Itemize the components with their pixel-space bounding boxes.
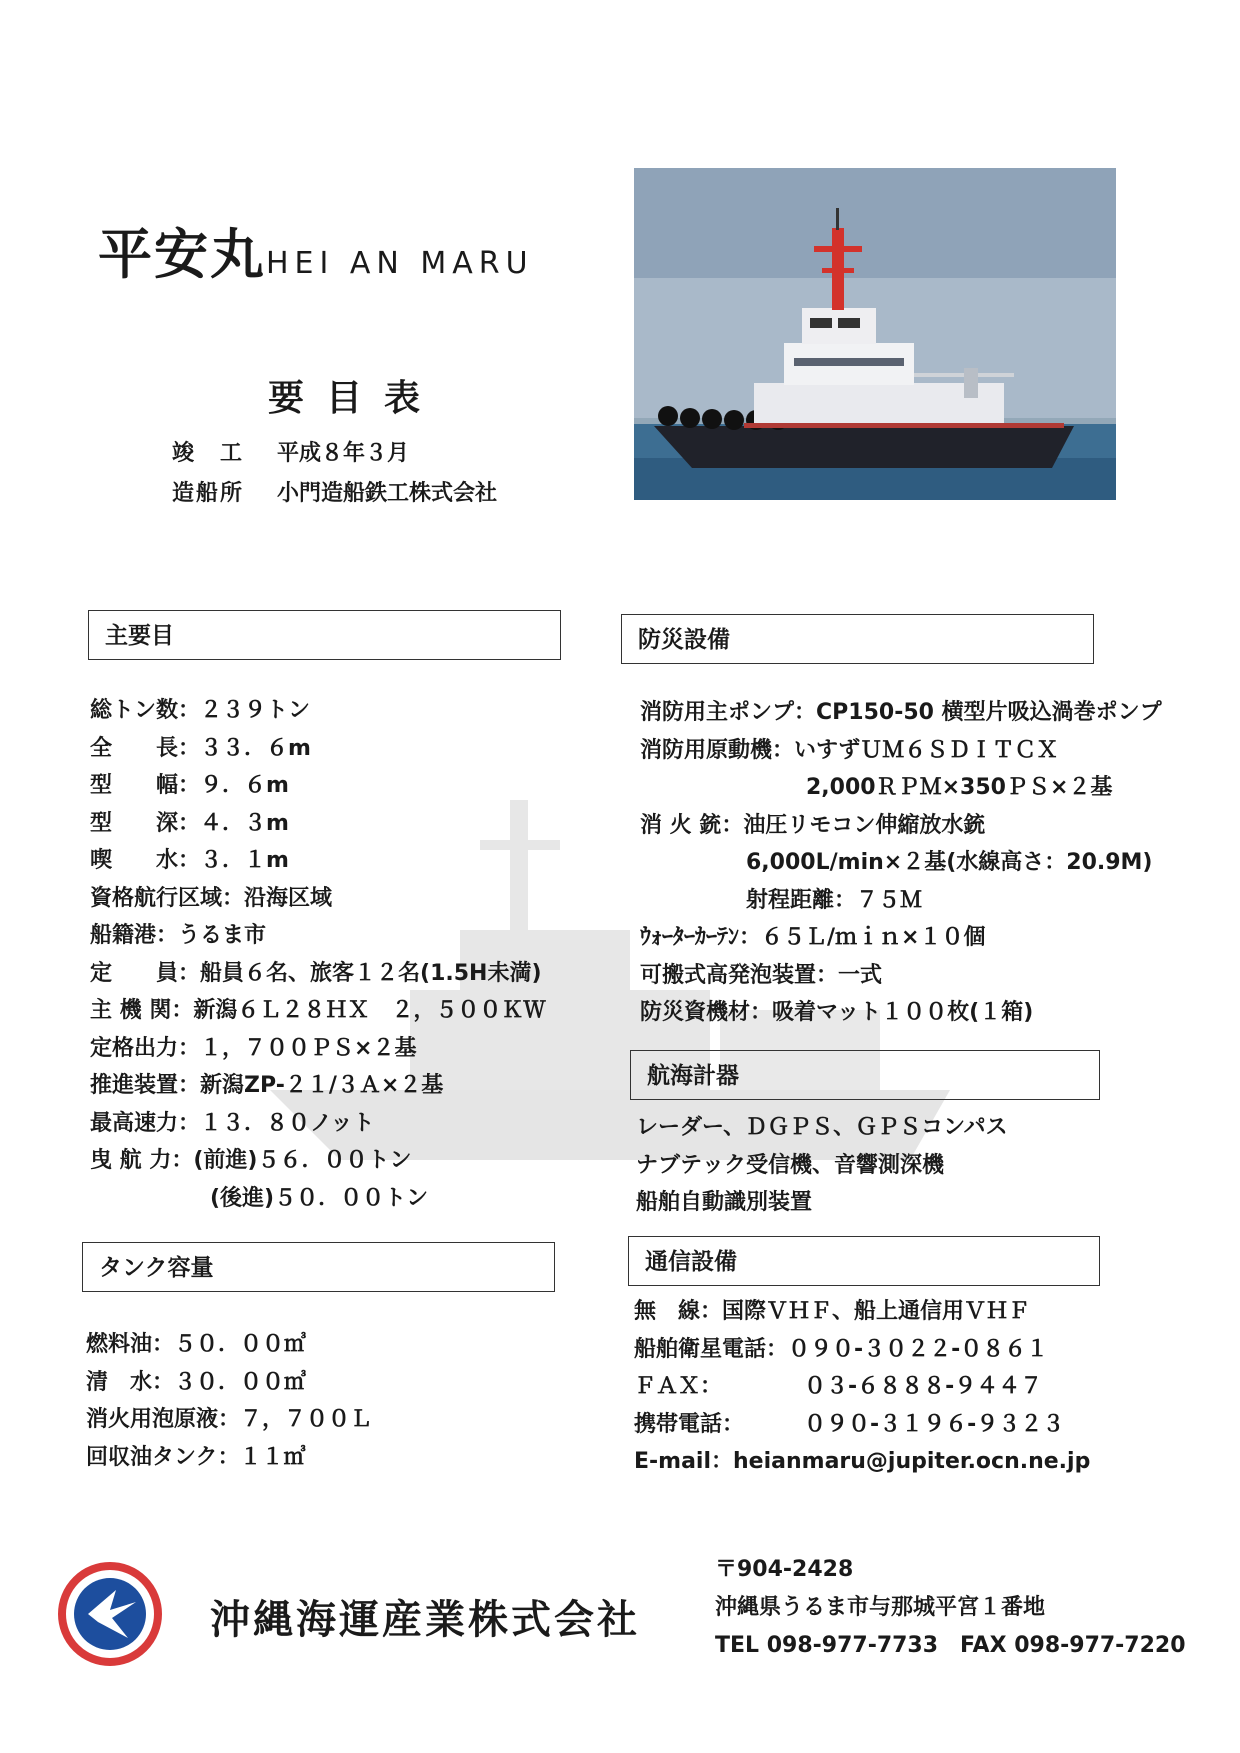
company-logo-icon	[58, 1562, 162, 1666]
spec-row-propulsion: 推進装置：新潟ZP-２１/３Ａ×２基	[90, 1073, 444, 1098]
disaster-row-prime-mover-detail: 2,000ＲＰＭ×350ＰＳ×２基	[806, 775, 1113, 800]
comms-list	[634, 1293, 1090, 1481]
section-tank-capacity	[82, 1242, 555, 1292]
postal-code: 〒904-2428	[715, 1557, 854, 1582]
section-main-specs	[88, 610, 561, 660]
main-specs-heading: 主要目	[105, 623, 174, 649]
disaster-row-foam-device: 可搬式高発泡装置：一式	[640, 962, 883, 988]
spec-row-length: 全 長：３３．６m	[90, 735, 311, 761]
completed-label: 竣 工	[172, 441, 245, 466]
comms-row-fax: ＦＡＸ： ０３-６８８８-９４４７	[634, 1374, 1043, 1399]
spec-row-depth: 型 深：４．３m	[90, 810, 289, 836]
navigation-row-navtex: ナブテック受信機、音響測深機	[636, 1152, 945, 1178]
tank-row-foam: 消火用泡原液：７，７００Ｌ	[86, 1407, 373, 1432]
builder-label: 造船所	[172, 481, 245, 506]
section-navigation-instruments	[630, 1050, 1100, 1100]
comms-row-satellite-phone: 船舶衛星電話：０９０-３０２２-０８６１	[634, 1336, 1049, 1362]
tank-row-recovered-oil: 回収油タンク：１１㎥	[86, 1444, 306, 1470]
tank-row-fresh-water: 清 水：３０．００㎥	[86, 1369, 307, 1395]
spec-row-gross-tonnage: 総トン数：２３９トン	[90, 698, 311, 723]
title-english: HEI AN MARU	[266, 246, 534, 281]
comms-heading: 通信設備	[645, 1249, 737, 1275]
disaster-row-water-curtain: ｳｫｰﾀｰｶｰﾃﾝ：６５Ｌ/ｍｉｎ×１０個	[640, 925, 986, 950]
disaster-row-main-pump: 消防用主ポンプ：CP150-50 横型片吸込渦巻ポンプ	[640, 700, 1162, 725]
disaster-list	[640, 694, 1162, 1032]
company-address: 沖縄県うるま市与那城平宮１番地	[715, 1595, 1046, 1620]
disaster-row-prime-mover: 消防用原動機：いすずＵＭ６ＳＤＩＴＣＸ	[640, 737, 1059, 763]
tank-list	[86, 1326, 372, 1476]
spec-row-port-of-registry: 船籍港：うるま市	[90, 923, 267, 948]
spec-row-rated-output: 定格出力：１，７００ＰＳ×２基	[90, 1035, 417, 1061]
disaster-row-fire-monitor-range: 射程距離：７５Ｍ	[746, 887, 923, 913]
disaster-row-fire-monitor: 消 火 銃：油圧リモコン伸縮放水銃	[640, 812, 986, 838]
spec-row-capacity: 定 員：船員６名、旅客１２名(1.5H未満)	[90, 960, 542, 986]
navigation-row-ais: 船舶自動識別装置	[636, 1190, 813, 1215]
navigation-heading: 航海計器	[647, 1063, 739, 1089]
disaster-row-materials: 防災資機材：吸着マット１００枚(１箱)	[640, 1000, 1034, 1025]
spec-row-breadth: 型 幅：９．６m	[90, 773, 289, 798]
spec-sheet-heading: 要目表	[268, 378, 443, 419]
disaster-row-fire-monitor-flow: 6,000L/min×２基(水線高さ：20.9M)	[746, 850, 1153, 875]
completed-row	[172, 436, 409, 467]
section-communications	[628, 1236, 1100, 1286]
builder-value: 小門造船鉄工株式会社	[277, 481, 498, 506]
spec-row-towing-force: 曳 航 力：(前進)５６．００トン	[90, 1148, 412, 1173]
navigation-row-radar: レーダー、ＤＧＰＳ、ＧＰＳコンパス	[636, 1115, 1008, 1140]
section-disaster-prevention	[621, 614, 1094, 664]
builder-row	[172, 476, 497, 507]
spec-row-towing-force-astern: (後進)５０．００トン	[210, 1185, 429, 1211]
main-specs-list	[90, 692, 545, 1217]
spec-row-navigation-area: 資格航行区域：沿海区域	[90, 885, 333, 911]
title-japanese: 平安丸	[98, 223, 266, 286]
page-title	[98, 212, 534, 289]
disaster-heading: 防災設備	[638, 627, 730, 653]
company-name: 沖縄海運産業株式会社	[210, 1597, 640, 1643]
company-tel-fax: TEL 098-977-7733 FAX 098-977-7220	[715, 1633, 1186, 1658]
tank-row-fuel-oil: 燃料油：５０．００㎥	[86, 1332, 307, 1357]
spec-row-max-speed: 最高速力：１３．８０ノット	[90, 1110, 375, 1136]
comms-row-mobile: 携帯電話： ０９０-３１９６-９３２３	[634, 1411, 1065, 1437]
ship-photo	[634, 168, 1116, 500]
navigation-list	[636, 1109, 1008, 1222]
tank-heading: タンク容量	[99, 1255, 214, 1281]
comms-row-email: E-mail：heianmaru@jupiter.ocn.ne.jp	[634, 1449, 1091, 1474]
spec-row-draft: 喫 水：３．１m	[90, 848, 289, 873]
spec-row-main-engine: 主 機 関：新潟６Ｌ２８ＨＸ ２，５００ＫＷ	[90, 998, 546, 1023]
completed-value: 平成８年３月	[277, 441, 410, 466]
comms-row-radio: 無 線：国際ＶＨＦ、船上通信用ＶＨＦ	[634, 1299, 1031, 1324]
